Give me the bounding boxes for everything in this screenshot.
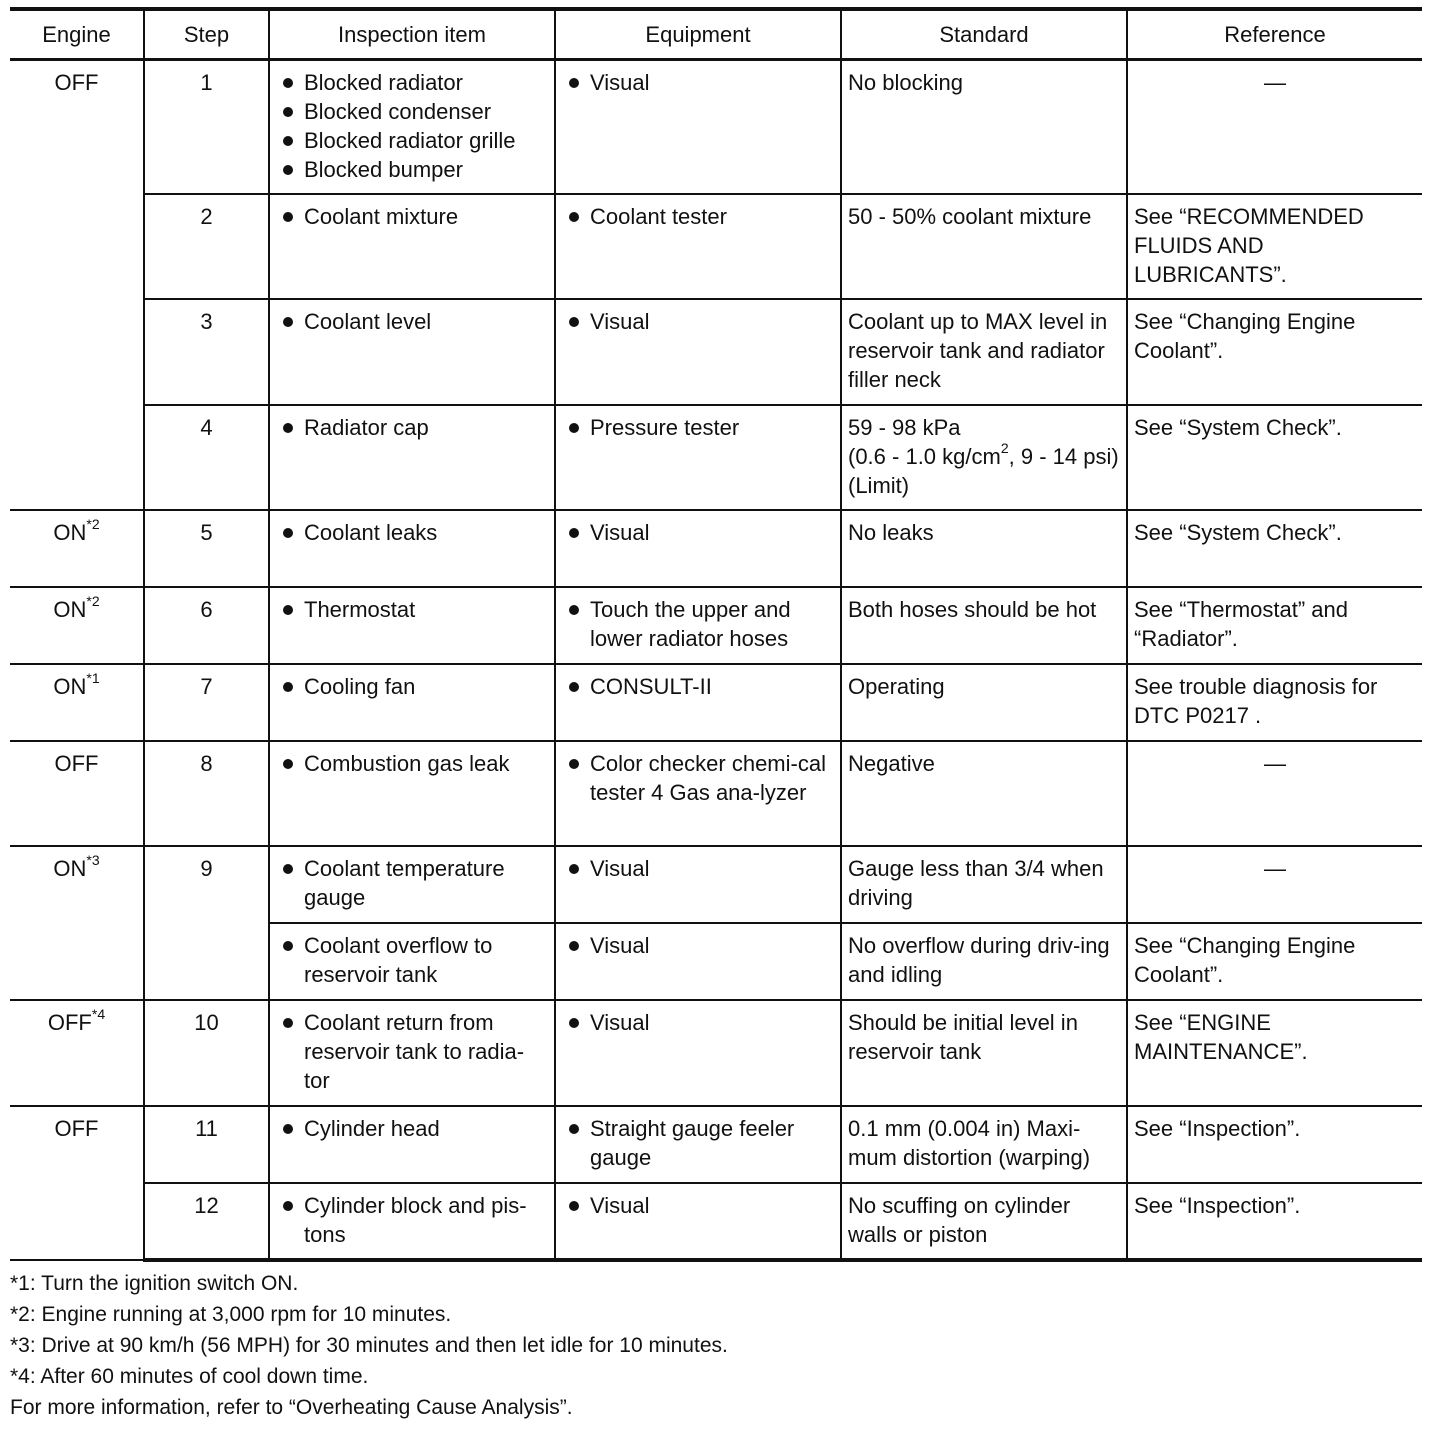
table-row xyxy=(10,587,1422,664)
equipment-cell xyxy=(555,1000,841,1106)
inspection-item: Cooling fan xyxy=(304,672,548,701)
equipment-cell xyxy=(555,664,841,741)
step-cell: 11 xyxy=(144,1106,269,1183)
inspection-item-cell xyxy=(269,299,555,405)
reference-cell: See “RECOMMENDED FLUIDS AND LUBRICANTS”. xyxy=(1127,194,1422,299)
standard-line: (0.6 - 1.0 kg/cm xyxy=(848,443,1001,469)
equipment-cell xyxy=(555,299,841,405)
header-row xyxy=(10,9,1422,60)
equipment-item: Visual xyxy=(590,854,834,883)
standard-cell: No scuffing on cylinder walls or piston xyxy=(841,1183,1127,1260)
reference-cell: See “Inspection”. xyxy=(1127,1106,1422,1183)
standard-cell: Coolant up to MAX level in reservoir tank and radiator filler neck xyxy=(841,299,1127,405)
engine-cell xyxy=(10,664,144,741)
inspection-item: Coolant level xyxy=(304,307,548,336)
inspection-item: Cylinder block and pis-tons xyxy=(304,1191,548,1249)
engine-note: *1 xyxy=(86,670,100,687)
inspection-item: Blocked radiator grille xyxy=(304,126,548,155)
equipment-item: Visual xyxy=(590,518,834,547)
reference-cell: See “Changing Engine Coolant”. xyxy=(1127,299,1422,405)
inspection-item: Thermostat xyxy=(304,595,548,624)
equipment-item: Visual xyxy=(590,68,834,97)
equipment-cell xyxy=(555,1183,841,1260)
header-inspection-item: Inspection item xyxy=(269,9,555,60)
step-cell: 8 xyxy=(144,741,269,846)
inspection-item: Coolant temperature gauge xyxy=(304,854,548,912)
equipment-item: Visual xyxy=(590,1191,834,1220)
header-equipment: Equipment xyxy=(555,9,841,60)
inspection-table xyxy=(10,7,1422,1262)
standard-cell: Negative xyxy=(841,741,1127,846)
standard-cell: No overflow during driv-ing and idling xyxy=(841,923,1127,1000)
step-cell: 9 xyxy=(144,846,269,1000)
inspection-item: Blocked bumper xyxy=(304,155,548,184)
inspection-item-cell xyxy=(269,194,555,299)
standard-cell: 0.1 mm (0.004 in) Maxi-mum distortion (warping) xyxy=(841,1106,1127,1183)
step-cell: 2 xyxy=(144,194,269,299)
footnote: *2: Engine running at 3,000 rpm for 10 minutes. xyxy=(10,1303,452,1326)
equipment-cell xyxy=(555,846,841,923)
table-row xyxy=(10,405,1422,510)
step-cell: 5 xyxy=(144,510,269,587)
footnote: *1: Turn the ignition switch ON. xyxy=(10,1272,299,1295)
table-row xyxy=(10,664,1422,741)
table-row xyxy=(10,194,1422,299)
standard-cell: Both hoses should be hot xyxy=(841,587,1127,664)
inspection-item-cell xyxy=(269,741,555,846)
reference-dash: — xyxy=(1264,750,1286,776)
table-row xyxy=(10,299,1422,405)
step-cell: 7 xyxy=(144,664,269,741)
table-row xyxy=(10,1183,1422,1260)
engine-state: ON xyxy=(53,855,87,881)
inspection-item: Cylinder head xyxy=(304,1114,548,1143)
footnote: *4: After 60 minutes of cool down time. xyxy=(10,1365,369,1388)
engine-note: *2 xyxy=(86,516,100,533)
superscript: 2 xyxy=(1000,440,1009,457)
equipment-item: Coolant tester xyxy=(590,202,834,231)
inspection-item-cell xyxy=(269,1106,555,1183)
reference-cell: See trouble diagnosis for DTC P0217 . xyxy=(1127,664,1422,741)
step-cell: 1 xyxy=(144,60,269,194)
reference-cell xyxy=(1127,846,1422,923)
reference-dash: — xyxy=(1264,855,1286,881)
equipment-cell xyxy=(555,510,841,587)
inspection-item: Blocked condenser xyxy=(304,97,548,126)
equipment-item: Visual xyxy=(590,307,834,336)
equipment-cell xyxy=(555,587,841,664)
engine-state: ON xyxy=(53,519,87,545)
step-cell: 3 xyxy=(144,299,269,405)
engine-note: *4 xyxy=(91,1006,106,1023)
header-engine: Engine xyxy=(10,9,144,60)
footnote: *3: Drive at 90 km/h (56 MPH) for 30 minutes and then let idle for 10 minutes. xyxy=(10,1334,728,1357)
reference-cell: See “System Check”. xyxy=(1127,405,1422,510)
engine-state: OFF xyxy=(54,1115,99,1141)
equipment-item: Touch the upper and lower radiator hoses xyxy=(590,595,834,653)
engine-cell xyxy=(10,1106,144,1260)
standard-line: , 9 - 14 psi) (Limit) xyxy=(848,443,1119,498)
engine-cell xyxy=(10,510,144,587)
step-cell: 12 xyxy=(144,1183,269,1260)
table-row xyxy=(10,510,1422,587)
standard-cell: No blocking xyxy=(841,60,1127,194)
inspection-item: Coolant overflow to reservoir tank xyxy=(304,931,548,989)
standard-cell: Operating xyxy=(841,664,1127,741)
reference-cell: See “ENGINE MAINTENANCE”. xyxy=(1127,1000,1422,1106)
header-step: Step xyxy=(144,9,269,60)
equipment-item: Straight gauge feeler gauge xyxy=(590,1114,834,1172)
table-row xyxy=(10,741,1422,846)
equipment-cell xyxy=(555,923,841,1000)
engine-state: OFF xyxy=(54,70,99,95)
standard-line: 59 - 98 kPa xyxy=(848,414,961,440)
inspection-item-cell xyxy=(269,405,555,510)
engine-state: ON xyxy=(53,596,87,622)
reference-cell: See “Changing Engine Coolant”. xyxy=(1127,923,1422,1000)
header-reference: Reference xyxy=(1127,9,1422,60)
engine-state: OFF xyxy=(47,1009,92,1035)
engine-note: *3 xyxy=(86,852,100,869)
engine-cell xyxy=(10,846,144,1000)
engine-state: OFF xyxy=(54,750,99,776)
reference-cell xyxy=(1127,741,1422,846)
footnote-more-info: For more information, refer to “Overheating Cause Analysis”. xyxy=(10,1396,573,1419)
equipment-cell xyxy=(555,405,841,510)
header-standard: Standard xyxy=(841,9,1127,60)
step-cell: 10 xyxy=(144,1000,269,1106)
reference-cell: See “Thermostat” and “Radiator”. xyxy=(1127,587,1422,664)
engine-cell xyxy=(10,587,144,664)
inspection-item-cell xyxy=(269,846,555,923)
equipment-cell xyxy=(555,194,841,299)
equipment-item: Visual xyxy=(590,1008,834,1037)
standard-cell: Gauge less than 3/4 when driving xyxy=(841,846,1127,923)
reference-cell: See “Inspection”. xyxy=(1127,1183,1422,1260)
standard-cell: 50 - 50% coolant mixture xyxy=(841,194,1127,299)
equipment-cell xyxy=(555,1106,841,1183)
inspection-item: Coolant leaks xyxy=(304,518,548,547)
engine-cell xyxy=(10,1000,144,1106)
step-cell: 4 xyxy=(144,405,269,510)
step-cell: 6 xyxy=(144,587,269,664)
inspection-item: Radiator cap xyxy=(304,413,548,442)
equipment-item: Color checker chemi-cal tester 4 Gas ana-lyzer xyxy=(590,749,834,807)
inspection-item-cell xyxy=(269,510,555,587)
engine-note: *2 xyxy=(86,593,100,610)
standard-cell: Should be initial level in reservoir tank xyxy=(841,1000,1127,1106)
equipment-cell xyxy=(555,60,841,194)
reference-dash: — xyxy=(1264,70,1286,95)
reference-cell: See “System Check”. xyxy=(1127,510,1422,587)
equipment-item: Visual xyxy=(590,931,834,960)
engine-state: ON xyxy=(53,673,87,699)
engine-cell xyxy=(10,60,144,510)
inspection-item-cell xyxy=(269,1183,555,1260)
table-row xyxy=(10,846,1422,923)
standard-cell: No leaks xyxy=(841,510,1127,587)
inspection-item-cell xyxy=(269,1000,555,1106)
footnotes xyxy=(10,1268,728,1423)
table-row xyxy=(10,1000,1422,1106)
inspection-item: Blocked radiator xyxy=(304,68,548,97)
inspection-item: Coolant return from reservoir tank to radia-tor xyxy=(304,1008,548,1095)
inspection-item-cell xyxy=(269,923,555,1000)
equipment-cell xyxy=(555,741,841,846)
equipment-item: CONSULT-II xyxy=(590,672,834,701)
standard-cell xyxy=(841,405,1127,510)
inspection-item-cell xyxy=(269,664,555,741)
inspection-item-cell xyxy=(269,60,555,194)
inspection-sheet xyxy=(10,7,1422,1262)
engine-cell xyxy=(10,741,144,846)
reference-cell xyxy=(1127,60,1422,194)
table-row xyxy=(10,1106,1422,1183)
inspection-item: Coolant mixture xyxy=(304,202,548,231)
inspection-item-cell xyxy=(269,587,555,664)
inspection-item: Combustion gas leak xyxy=(304,749,548,778)
table-row xyxy=(10,60,1422,194)
equipment-item: Pressure tester xyxy=(590,413,834,442)
